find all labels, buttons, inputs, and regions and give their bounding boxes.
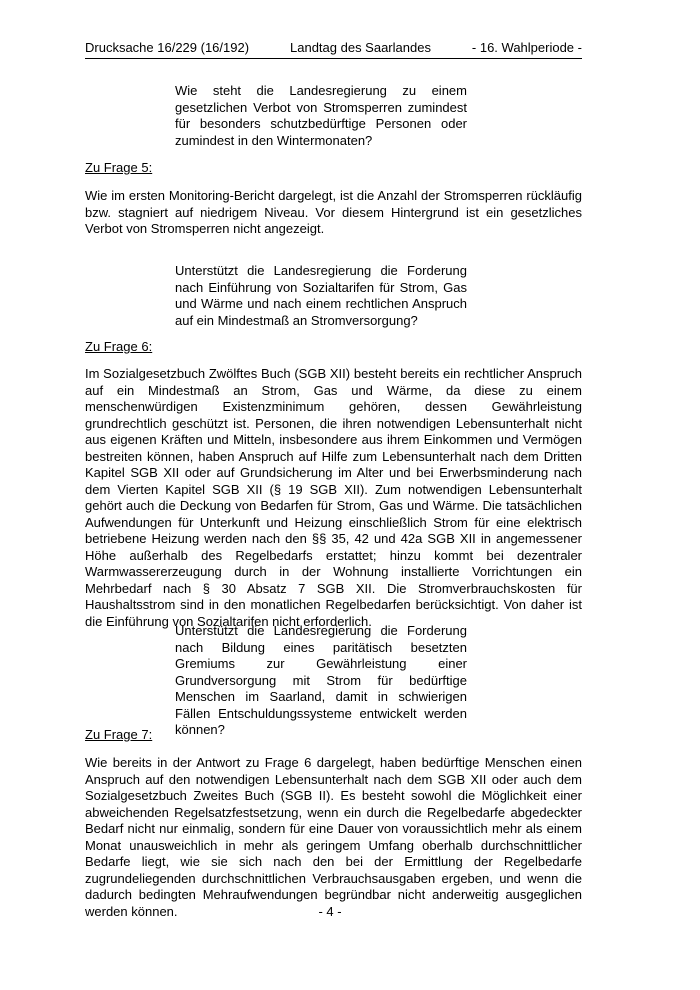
question-6: Unterstützt die Landesregierung die Forderung nach Einführung von Sozialtarifen für Strom, Gas und Wärme und nach einem rechtlichen Anspruch auf ein Mindestmaß an Stromversorgung? [175, 263, 467, 328]
answer-6-heading: Zu Frage 6: [85, 339, 153, 354]
legislative-period: - 16. Wahlperiode - [471, 40, 582, 55]
answer-5-heading: Zu Frage 5: [85, 160, 153, 175]
answer-5-text: Wie im ersten Monitoring-Bericht dargelegt, ist die Anzahl der Stromsperren rückläufig bzw. stagniert auf niedrigem Niveau. Vor diesem Hintergrund ist ein gesetzliches Verbot von Stromsperren nicht angezeigt. [85, 188, 582, 236]
question-5: Wie steht die Landesregierung zu einem gesetzlichen Verbot von Stromsperren zumindest für besonders schutzbedürftige Personen oder zumindest in den Wintermonaten? [175, 83, 467, 148]
page-number: - 4 - [318, 904, 342, 919]
document-number: Drucksache 16/229 (16/192) [85, 40, 250, 55]
answer-6-text: Im Sozialgesetzbuch Zwölftes Buch (SGB XII) besteht bereits ein rechtlicher Anspruch auf ein Mindestmaß an Strom, Gas und Wärme, da diese zu einem menschenwürdigen Existenzminimum gehören, dessen Gewährleistung grundrechtlich geschützt ist. Personen, die ihren notwendigen Lebensunterhalt nicht aus eigenen Kräften und Mitteln, insbesondere aus ihrem Einkommen und Vermögen bestreiten können, haben Anspruch auf Hilfe zum Lebensunterhalt nach dem Dritten Kapitel SGB XII oder auf Grundsicherung im Alter und bei Erwerbsminderung nach dem Vierten Kapitel SGB XII (§ 19 SGB XII). Zum notwendigen Lebensunterhalt gehört auch die Deckung von Bedarfen für Strom, Gas und Wärme. Die tatsächlichen Aufwendungen für Unterkunft und Heizung einschließlich Strom für eine elektrisch betriebene Heizung werden nach den §§ 35, 42 und 42a SGB XII in angemessener Höhe außerhalb des Regelbedarfs erstattet; hinzu kommt bei dezentraler Warmwassererzeugung durch in der Wohnung installierte Vorrichtungen ein Mehrbedarf nach § 30 Absatz 7 SGB XII. Die Stromverbrauchskosten für Haushaltsstrom sind in den monatlichen Regelbedarfen berücksichtigt. Von daher ist die Einführung von Sozialtarifen nicht erforderlich. [85, 366, 582, 629]
page-header [85, 40, 582, 59]
answer-7-heading: Zu Frage 7: [85, 727, 153, 742]
parliament-name: Landtag des Saarlandes [290, 40, 431, 55]
answer-7-text: Wie bereits in der Antwort zu Frage 6 dargelegt, haben bedürftige Menschen einen Anspruch auf den notwendigen Lebensunterhalt nach dem SGB XII oder auch dem Sozialgesetzbuch Zweites Buch (SGB II). Es besteht sowohl die Möglichkeit einer abweichenden Regelsatzfestsetzung, wenn ein durch die Regelbedarfe abgedeckter Bedarf nicht nur einmalig, sondern für eine Dauer von voraussichtlich mehr als einem Monat unausweichlich in mehr als geringem Umfang oberhalb durchschnittlicher Bedarfe liegt, wie sie sich nach den bei der Ermittlung der Regelbedarfe zugrundeliegenden durchschnittlichen Verbrauchsausgaben ergeben, und wenn die dadurch bedingten Mehraufwendungen begründbar nicht anderweitig ausgeglichen werden können. [85, 755, 582, 919]
question-7: Unterstützt die Landesregierung die Forderung nach Bildung eines paritätisch besetzten Gremiums zur Gewährleistung einer Grundversorgung mit Strom für bedürftige Menschen im Saarland, damit in schwierigen Fällen Entschuldungssysteme entwickelt werden können? [175, 623, 467, 737]
